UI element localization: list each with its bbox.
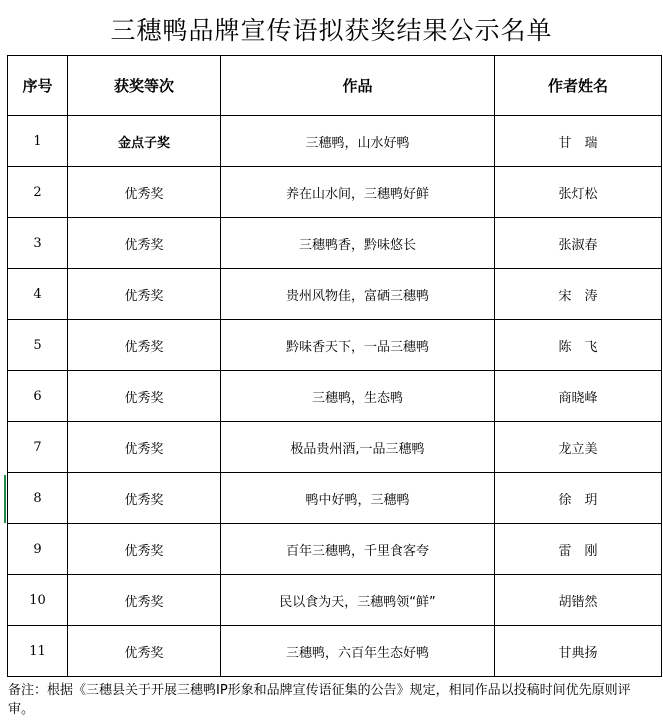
cell-work: 三穗鸭，山水好鸭	[221, 116, 495, 167]
table-row	[8, 524, 662, 575]
cell-work: 三穗鸭香，黔味悠长	[221, 218, 495, 269]
cell-seq: 11	[8, 626, 68, 677]
cell-author: 陈 飞	[495, 320, 662, 371]
cell-work: 三穗鸭，六百年生态好鸭	[221, 626, 495, 677]
header-author: 作者姓名	[495, 56, 662, 116]
cell-level: 优秀奖	[68, 524, 221, 575]
cell-seq: 3	[8, 218, 68, 269]
table-row	[8, 422, 662, 473]
cell-level: 优秀奖	[68, 371, 221, 422]
cell-author: 龙立美	[495, 422, 662, 473]
cell-work: 极品贵州酒,一品三穗鸭	[221, 422, 495, 473]
page-title: 三穗鸭品牌宣传语拟获奖结果公示名单	[110, 16, 553, 45]
cell-level: 优秀奖	[68, 320, 221, 371]
cell-seq: 2	[8, 167, 68, 218]
award-table	[7, 55, 662, 677]
cell-author: 张淑春	[495, 218, 662, 269]
row-selection-marker	[4, 475, 6, 523]
cell-work: 贵州风物佳，富硒三穗鸭	[221, 269, 495, 320]
cell-level: 优秀奖	[68, 218, 221, 269]
table-row	[8, 371, 662, 422]
header-level: 获奖等次	[68, 56, 221, 116]
cell-seq: 10	[8, 575, 68, 626]
header-work: 作品	[221, 56, 495, 116]
table-row	[8, 167, 662, 218]
cell-level: 优秀奖	[68, 575, 221, 626]
cell-author: 张灯松	[495, 167, 662, 218]
table-row	[8, 218, 662, 269]
cell-level: 金点子奖	[68, 116, 221, 167]
header-seq: 序号	[8, 56, 68, 116]
table-row	[8, 575, 662, 626]
cell-work: 养在山水间，三穗鸭好鲜	[221, 167, 495, 218]
table-row	[8, 320, 662, 371]
table-row	[8, 626, 662, 677]
cell-author: 宋 涛	[495, 269, 662, 320]
cell-author: 雷 刚	[495, 524, 662, 575]
table-row	[8, 269, 662, 320]
cell-work: 百年三穗鸭，千里食客夸	[221, 524, 495, 575]
cell-author: 徐 玥	[495, 473, 662, 524]
cell-level: 优秀奖	[68, 167, 221, 218]
cell-author: 胡锴然	[495, 575, 662, 626]
cell-seq: 5	[8, 320, 68, 371]
table-row	[8, 116, 662, 167]
cell-level: 优秀奖	[68, 422, 221, 473]
cell-level: 优秀奖	[68, 269, 221, 320]
cell-level: 优秀奖	[68, 473, 221, 524]
cell-seq: 7	[8, 422, 68, 473]
footnote: 备注：根据《三穗县关于开展三穗鸭IP形象和品牌宣传语征集的公告》规定，相同作品以投稿时间优先原则评审。	[8, 683, 631, 717]
table-row	[8, 473, 662, 524]
cell-level: 优秀奖	[68, 626, 221, 677]
cell-author: 商晓峰	[495, 371, 662, 422]
cell-work: 鸭中好鸭，三穗鸭	[221, 473, 495, 524]
cell-author: 甘典扬	[495, 626, 662, 677]
cell-seq: 9	[8, 524, 68, 575]
cell-seq: 6	[8, 371, 68, 422]
cell-work: 黔味香天下，一品三穗鸭	[221, 320, 495, 371]
cell-work: 民以食为天，三穗鸭领“鲜”	[221, 575, 495, 626]
cell-seq: 1	[8, 116, 68, 167]
cell-seq: 8	[8, 473, 68, 524]
cell-seq: 4	[8, 269, 68, 320]
cell-work: 三穗鸭，生态鸭	[221, 371, 495, 422]
table-header-row	[8, 56, 662, 116]
cell-author: 甘 瑞	[495, 116, 662, 167]
